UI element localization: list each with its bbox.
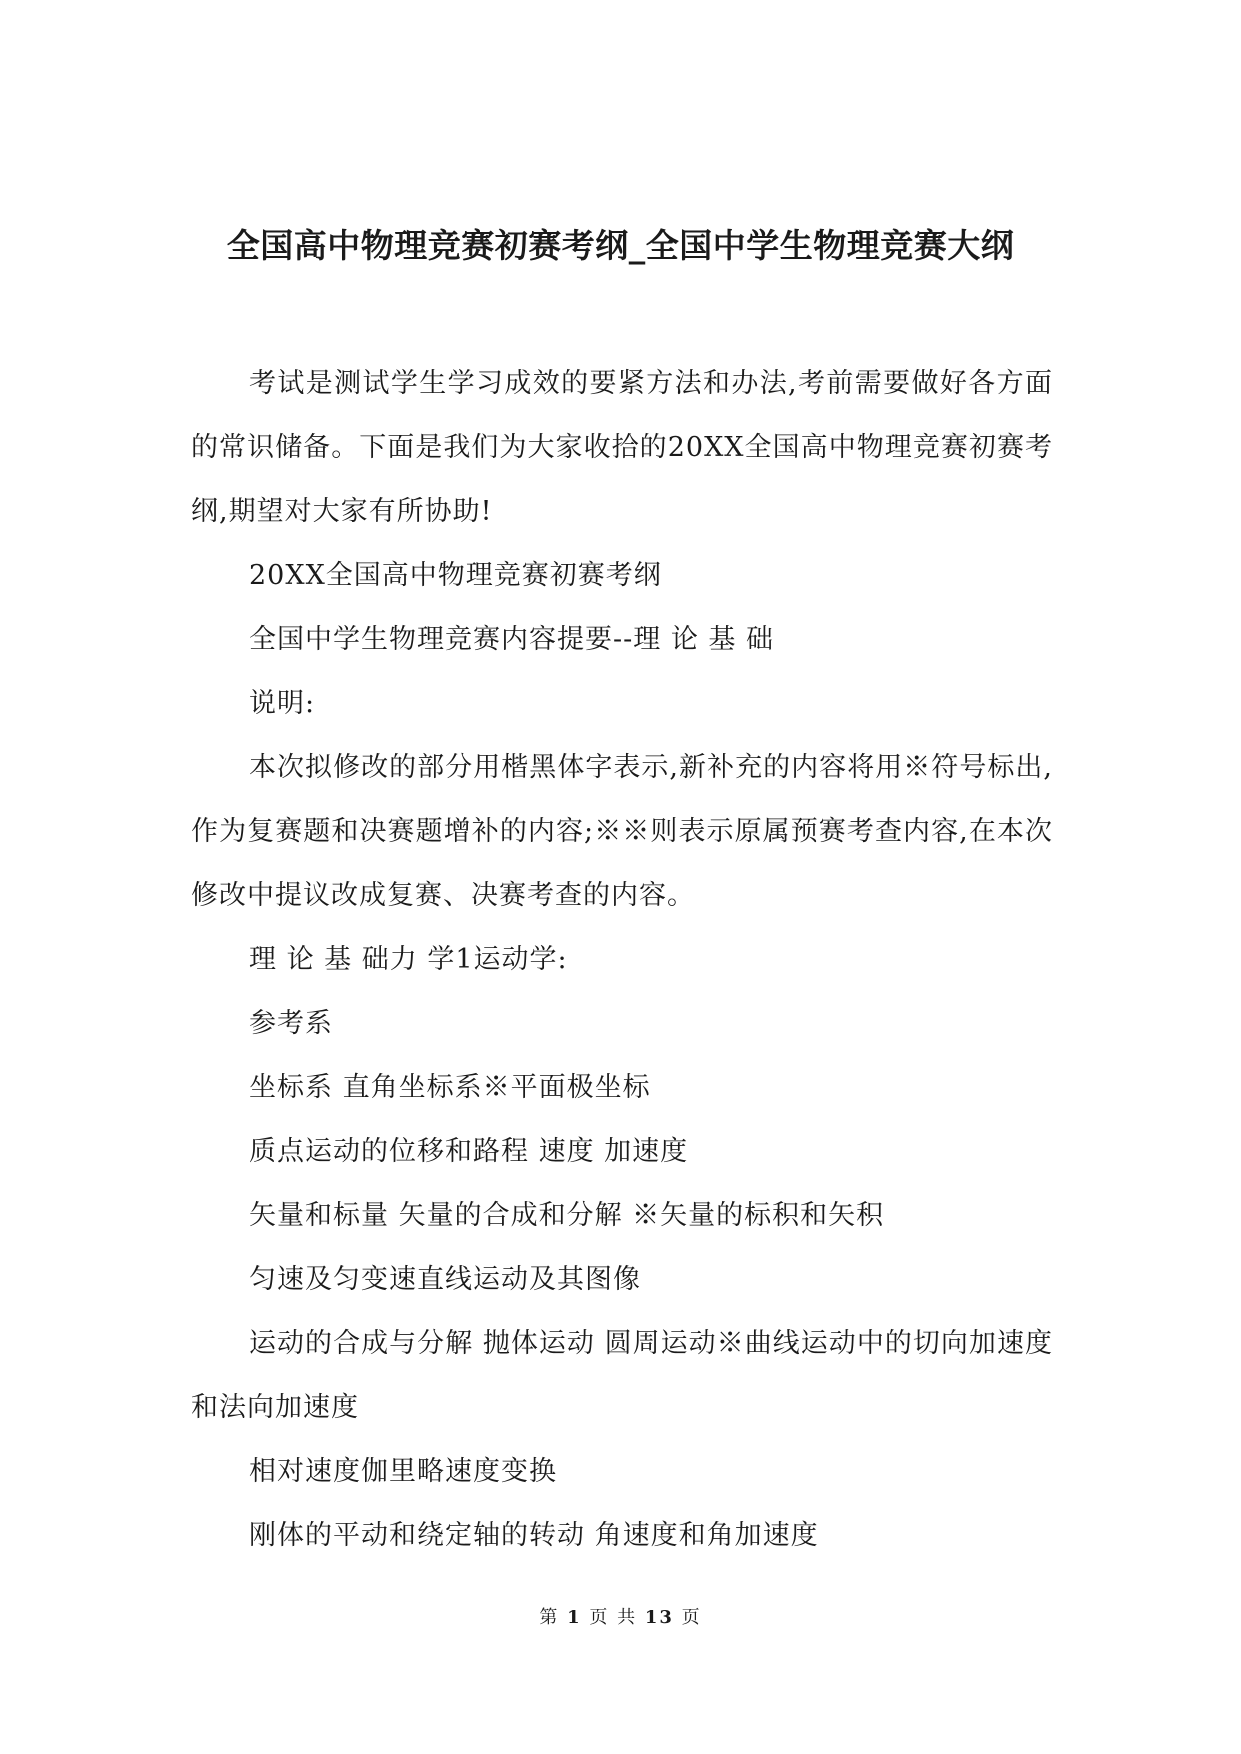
- document-title: 全国高中物理竞赛初赛考纲_全国中学生物理竞赛大纲: [226, 226, 1015, 265]
- paragraph: 刚体的平动和绕定轴的转动 角速度和角加速度: [249, 1520, 819, 1551]
- paragraph: 相对速度伽里略速度变换: [249, 1456, 557, 1487]
- footer-prefix: 第: [539, 1607, 560, 1628]
- paragraph: 理 论 基 础力 学1运动学:: [249, 944, 568, 975]
- footer-middle: 页 共: [589, 1607, 638, 1628]
- document-body: [191, 352, 1053, 1568]
- paragraph: 全国中学生物理竞赛内容提要--理 论 基 础: [249, 624, 774, 655]
- paragraph: 考试是测试学生学习成效的要紧方法和办法,考前需要做好各方面的常识储备。下面是我们为大家收拾的20XX全国高中物理竞赛初赛考纲,期望对大家有所协助!: [191, 368, 1053, 527]
- paragraph: 质点运动的位移和路程 速度 加速度: [249, 1136, 689, 1167]
- page-footer: [0, 1606, 1241, 1630]
- paragraph: 说明:: [249, 688, 316, 719]
- paragraph: 矢量和标量 矢量的合成和分解 ※矢量的标积和矢积: [249, 1200, 885, 1231]
- current-page-number: 1: [567, 1607, 582, 1628]
- paragraph: 20XX全国高中物理竞赛初赛考纲: [249, 560, 662, 591]
- total-page-count: 13: [644, 1607, 674, 1628]
- paragraph: 本次拟修改的部分用楷黑体字表示,新补充的内容将用※符号标出,作为复赛题和决赛题增补的内容;※※则表示原属预赛考查内容,在本次修改中提议改成复赛、决赛考查的内容。: [191, 752, 1053, 911]
- paragraph: 匀速及匀变速直线运动及其图像: [249, 1264, 641, 1295]
- paragraph: 运动的合成与分解 抛体运动 圆周运动※曲线运动中的切向加速度和法向加速度: [191, 1328, 1053, 1423]
- paragraph: 参考系: [249, 1008, 333, 1039]
- paragraph: 坐标系 直角坐标系※平面极坐标: [249, 1072, 651, 1103]
- footer-suffix: 页: [681, 1607, 702, 1628]
